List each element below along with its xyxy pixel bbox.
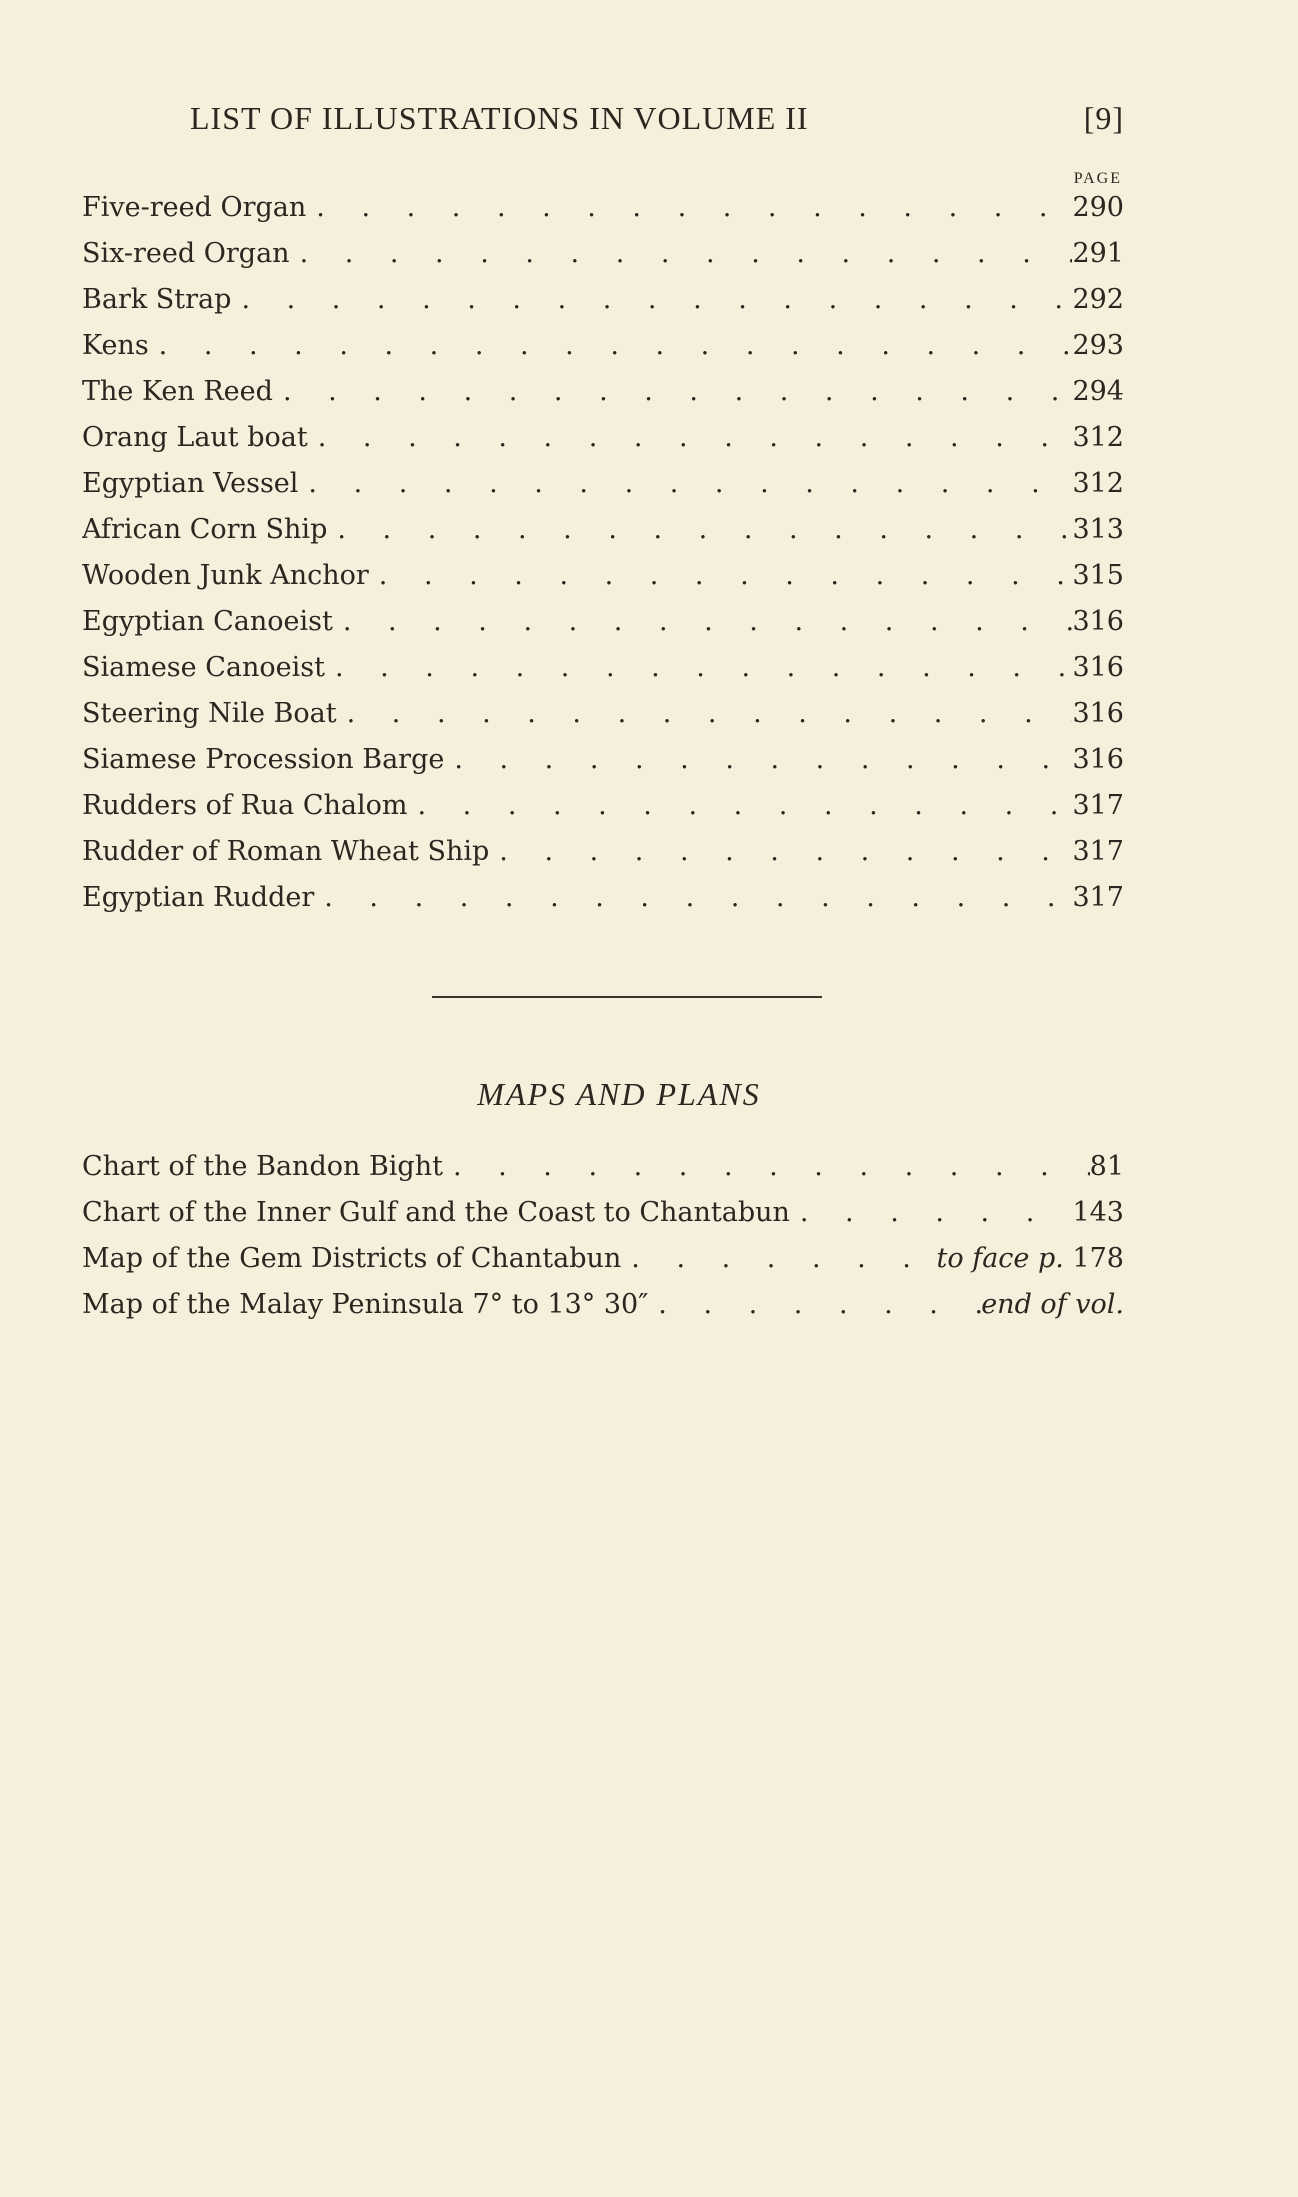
list-item [82,192,1124,238]
list-item [82,652,1124,698]
dot-leader [327,514,1072,545]
entry-page: 316 [1072,744,1124,775]
list-item [82,1243,1124,1289]
entry-label: African Corn Ship [82,514,328,545]
entry-label: Siamese Procession Barge [82,744,445,775]
page-number: [9] [1083,100,1124,136]
dot-leader [290,238,1073,269]
entry-label: Rudders of Rua Chalom [82,790,408,821]
maps-section-heading: MAPS AND PLANS [477,1076,761,1112]
entry-label: Rudder of Roman Wheat Ship [82,836,490,867]
entry-page: 294 [1072,376,1124,407]
section-divider [432,996,822,998]
dot-leader [407,790,1072,821]
list-item [82,376,1124,422]
illustrations-list [82,192,1124,928]
list-item [82,790,1124,836]
list-item [82,422,1124,468]
entry-page: 316 [1072,698,1124,729]
running-head [190,100,1124,150]
entry-page: 317 [1072,882,1124,913]
dot-leader [443,1151,1090,1182]
entry-label: Orang Laut boat [82,422,308,453]
entry-page: 315 [1072,560,1124,591]
dot-leader [231,284,1072,315]
list-item [82,1151,1124,1197]
entry-page: 313 [1072,514,1124,545]
entry-page: 316 [1072,606,1124,637]
list-item [82,514,1124,560]
entry-page: 317 [1072,836,1124,867]
entry-page: 290 [1072,192,1124,223]
entry-page: 293 [1072,330,1124,361]
entry-label: Chart of the Inner Gulf and the Coast to Chantabun [82,1197,790,1228]
entry-page: 317 [1072,790,1124,821]
list-item [82,284,1124,330]
dot-leader [369,560,1073,591]
maps-list [82,1151,1124,1335]
dot-leader [273,376,1073,407]
dot-leader [333,606,1073,637]
entry-label: Egyptian Vessel [82,468,299,499]
entry-page: end of vol. [981,1289,1124,1320]
entry-page: 312 [1072,468,1124,499]
dot-leader [149,330,1073,361]
dot-leader [648,1289,981,1320]
entry-page: 81 [1089,1151,1124,1182]
list-item [82,238,1124,284]
entry-label: Chart of the Bandon Bight [82,1151,443,1182]
entry-label: The Ken Reed [82,376,273,407]
list-item [82,330,1124,376]
entry-page: 316 [1072,652,1124,683]
entry-label: Egyptian Rudder [82,882,315,913]
entry-page: 178 [1072,1243,1124,1274]
entry-label: Egyptian Canoeist [82,606,333,637]
entry-label: Kens [82,330,149,361]
entry-label: Five-reed Organ [82,192,307,223]
dot-leader [325,652,1073,683]
list-item [82,468,1124,514]
dot-leader [489,836,1072,867]
list-item [82,1197,1124,1243]
entry-label: Map of the Gem Districts of Chantabun [82,1243,622,1274]
entry-label: Six-reed Organ [82,238,290,269]
entry-page: 291 [1072,238,1124,269]
list-item [82,882,1124,928]
entry-label: Map of the Malay Peninsula 7° to 13° 30″ [82,1289,649,1320]
entry-page-ref [937,1243,1124,1274]
list-item [82,698,1124,744]
dot-leader [308,422,1073,453]
list-item [82,606,1124,652]
dot-leader [621,1243,936,1274]
dot-leader [444,744,1072,775]
page-column-label: PAGE [1073,170,1122,187]
dot-leader [337,698,1073,729]
dot-leader [298,468,1072,499]
dot-leader [306,192,1072,223]
list-item [82,1289,1124,1335]
dot-leader [314,882,1072,913]
list-item [82,560,1124,606]
list-item [82,744,1124,790]
list-item [82,836,1124,882]
entry-label: Siamese Canoeist [82,652,325,683]
entry-page-prefix: to face p. [936,1243,1064,1274]
document-page [82,100,1124,1335]
entry-label: Bark Strap [82,284,232,315]
dot-leader [790,1197,1073,1228]
page-title: LIST OF ILLUSTRATIONS IN VOLUME II [190,100,809,136]
entry-page: 312 [1072,422,1124,453]
entry-page: 292 [1072,284,1124,315]
entry-page: 143 [1072,1197,1124,1228]
entry-label: Steering Nile Boat [82,698,337,729]
entry-label: Wooden Junk Anchor [82,560,369,591]
